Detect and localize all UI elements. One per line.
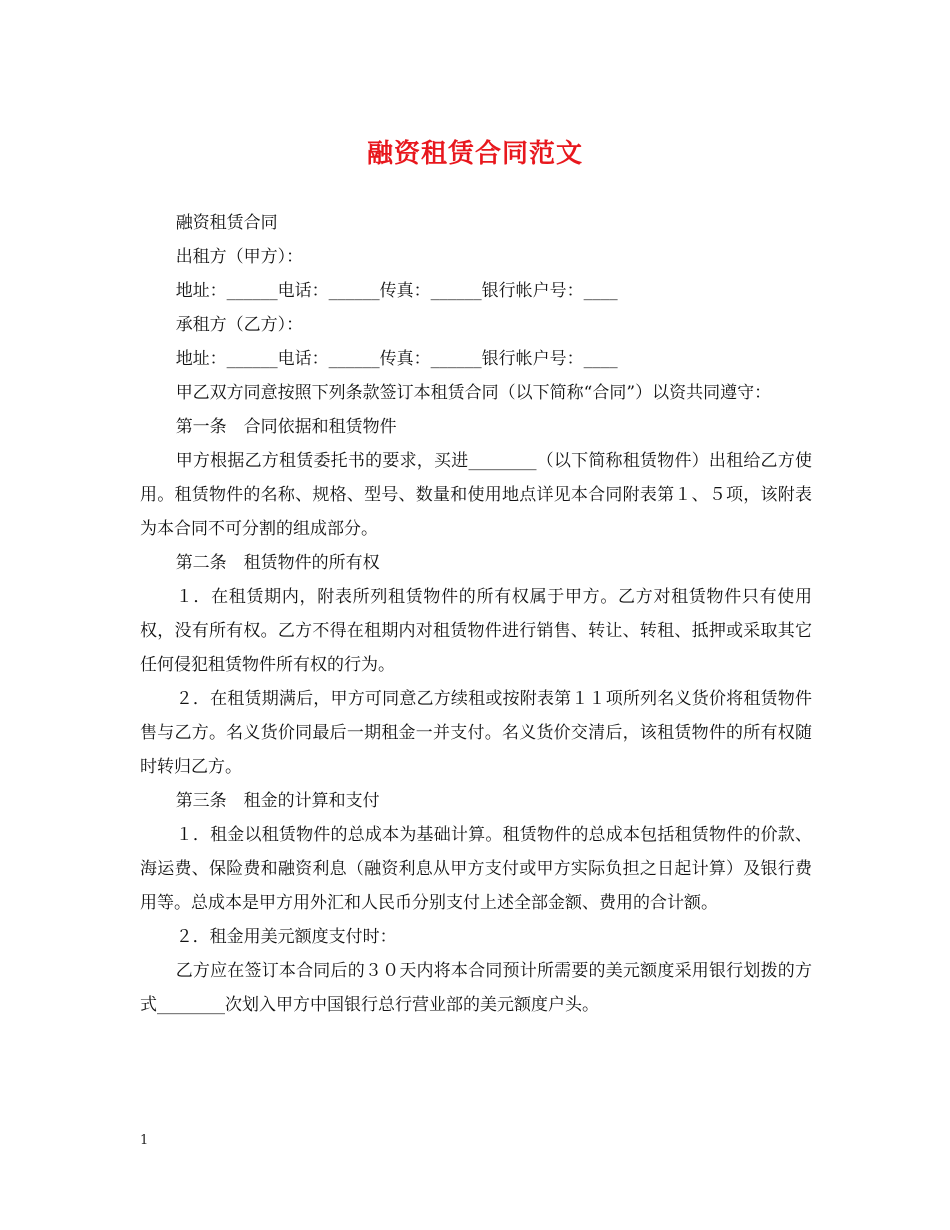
paragraph: 乙方应在签订本合同后的３０天内将本合同预计所需要的美元额度采用银行划拨的方式________次划入甲方中国银行总行营业部的美元额度户头。 bbox=[140, 961, 812, 1015]
paragraph: １．在租赁期内，附表所列租赁物件的所有权属于甲方。乙方对租赁物件只有使用权，没有所有权。乙方不得在租期内对租赁物件进行销售、转让、转租、抵押或采取其它任何侵犯租赁物件所有权的行为。 bbox=[140, 587, 812, 675]
paragraph: 出租方（甲方）： bbox=[175, 247, 304, 267]
document-title: 融资租赁合同范文 bbox=[366, 139, 583, 169]
paragraph: １．租金以租赁物件的总成本为基础计算。租赁物件的总成本包括租赁物件的价款、海运费、保险费和融资利息（融资利息从甲方支付或甲方实际负担之日起计算）及银行费用等。总成本是甲方用外汇和人民币分别支付上述全部金额、费用的合计额。 bbox=[140, 825, 812, 913]
paragraph: 甲乙双方同意按照下列条款签订本租赁合同（以下简称“合同”）以资共同遵守： bbox=[175, 383, 772, 403]
section-heading: 第一条 合同依据和租赁物件 bbox=[175, 417, 397, 437]
page-number: 1 bbox=[140, 1133, 149, 1148]
paragraph: 融资租赁合同 bbox=[175, 213, 278, 233]
document-body bbox=[140, 206, 812, 1022]
paragraph: 地址：______电话：______传真：______银行帐户号：____ bbox=[175, 349, 618, 369]
paragraph: 地址：______电话：______传真：______银行帐户号：____ bbox=[175, 281, 618, 301]
paragraph: ２．租金用美元额度支付时： bbox=[175, 927, 397, 947]
paragraph: ２．在租赁期满后，甲方可同意乙方续租或按附表第１１项所列名义货价将租赁物件售与乙方。名义货价同最后一期租金一并支付。名义货价交清后，该租赁物件的所有权随时转归乙方。 bbox=[140, 689, 812, 777]
section-heading: 第三条 租金的计算和支付 bbox=[175, 791, 380, 811]
paragraph: 甲方根据乙方租赁委托书的要求，买进________（以下简称租赁物件）出租给乙方使用。租赁物件的名称、规格、型号、数量和使用地点详见本合同附表第１、５项，该附表为本合同不可分割的组成部分。 bbox=[140, 451, 812, 539]
section-heading: 第二条 租赁物件的所有权 bbox=[175, 553, 380, 573]
paragraph: 承租方（乙方）： bbox=[175, 315, 304, 335]
